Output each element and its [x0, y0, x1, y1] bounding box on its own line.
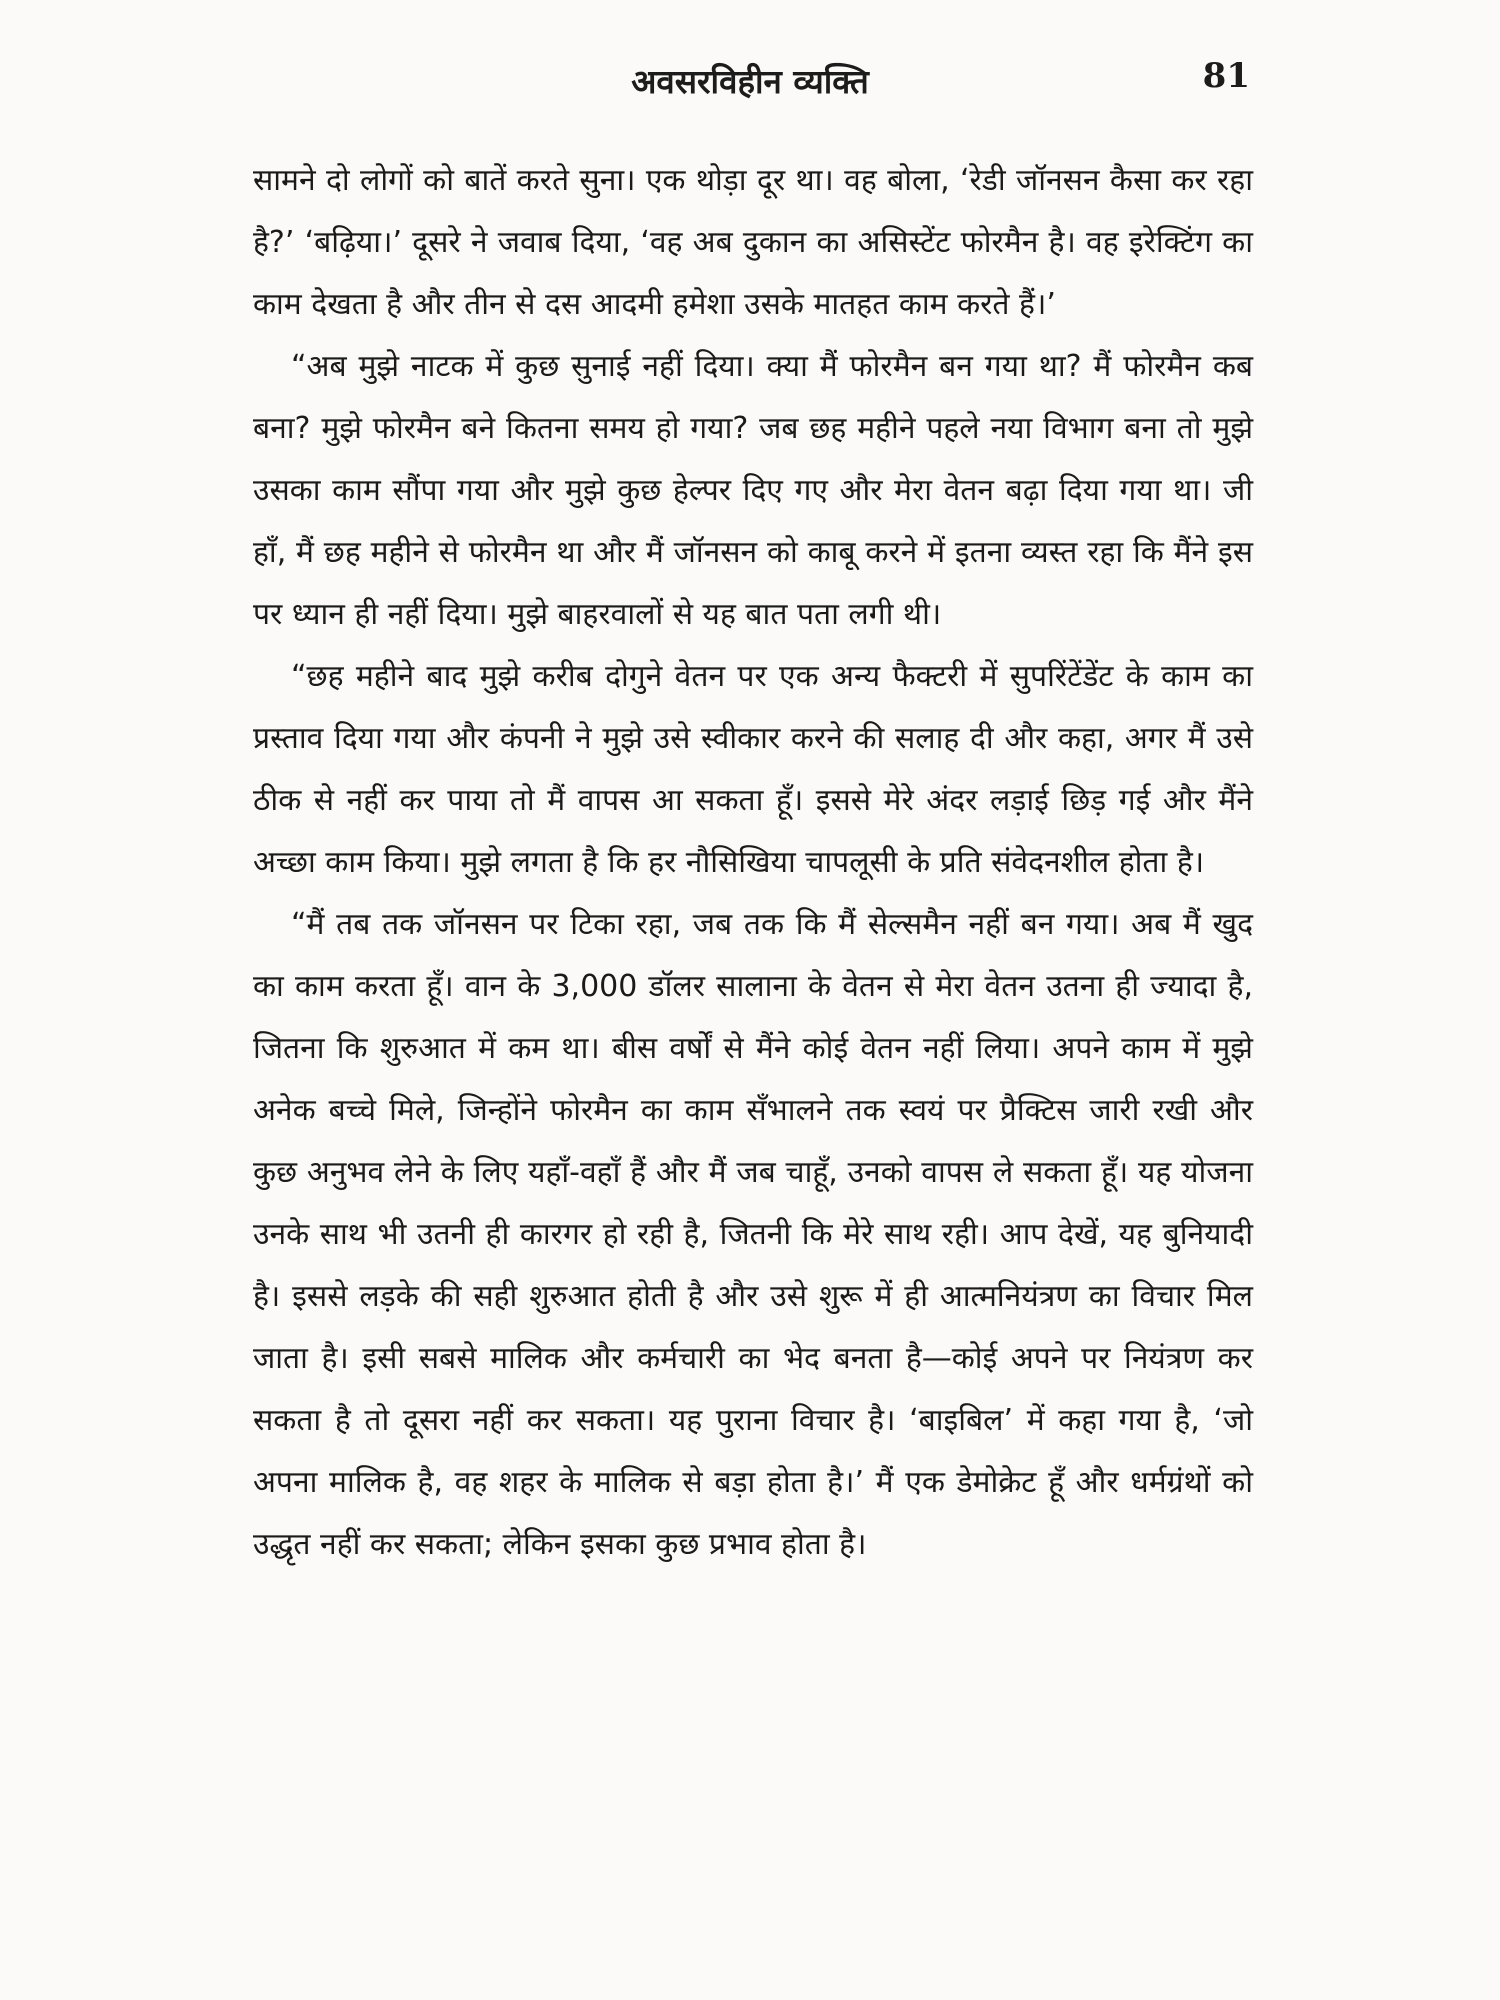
paragraph-4: “मैं तब तक जॉनसन पर टिका रहा, जब तक कि मैं सेल्समैन नहीं बन गया। अब मैं खुद का काम करता हूँ। वान के 3,000 डॉलर सालाना के वेतन से मेरा वेतन उतना ही ज्यादा है, जितना कि शुरुआत में कम था। बीस वर्षों से मैंने कोई वेतन नहीं लिया। अपने काम में मुझे अनेक बच्चे मिले, जिन्होंने फोरमैन का काम सँभालने तक स्वयं पर प्रैक्टिस जारी रखी और कुछ अनुभव लेने के लिए यहाँ-वहाँ हैं और मैं जब चाहूँ, उनको वापस ले सकता हूँ। यह योजना उनके साथ भी उतनी ही कारगर हो रही है, जितनी कि मेरे साथ रही। आप देखें, यह बुनियादी है। इससे लड़के की सही शुरुआत होती है और उसे शुरू में ही आत्मनियंत्रण का विचार मिल जाता है। इसी सबसे मालिक और कर्मचारी का भेद बनता है—कोई अपने पर नियंत्रण कर सकता है तो दूसरा नहीं कर सकता। यह पुराना विचार है। ‘बाइबिल’ में कहा गया है, ‘जो अपना मालिक है, वह शहर के मालिक से बड़ा होता है।’ मैं एक डेमोक्रेट हूँ और धर्मग्रंथों को उद्धृत नहीं कर सकता; लेकिन इसका कुछ प्रभाव होता है।	[253, 907, 1253, 1562]
paragraph-1: सामने दो लोगों को बातें करते सुना। एक थोड़ा दूर था। वह बोला, ‘रेडी जॉनसन कैसा कर रहा है?’ ‘बढ़िया।’ दूसरे ने जवाब दिया, ‘वह अब दुकान का असिस्टेंट फोरमैन है। वह इरेक्टिंग का काम देखता है और तीन से दस आदमी हमेशा उसके मातहत काम करते हैं।’	[253, 163, 1253, 322]
paragraph-3: “छह महीने बाद मुझे करीब दोगुने वेतन पर एक अन्य फैक्टरी में सुपरिंटेंडेंट के काम का प्रस्ताव दिया गया और कंपनी ने मुझे उसे स्वीकार करने की सलाह दी और कहा, अगर मैं उसे ठीक से नहीं कर पाया तो मैं वापस आ सकता हूँ। इससे मेरे अंदर लड़ाई छिड़ गई और मैंने अच्छा काम किया। मुझे लगता है कि हर नौसिखिया चापलूसी के प्रति संवेदनशील होता है।	[253, 659, 1253, 880]
paragraph-2: “अब मुझे नाटक में कुछ सुनाई नहीं दिया। क्या मैं फोरमैन बन गया था? मैं फोरमैन कब बना? मुझे फोरमैन बने कितना समय हो गया? जब छह महीने पहले नया विभाग बना तो मुझे उसका काम सौंपा गया और मुझे कुछ हेल्पर दिए गए और मेरा वेतन बढ़ा दिया गया था। जी हाँ, मैं छह महीने से फोरमैन था और मैं जॉनसन को काबू करने में इतना व्यस्त रहा कि मैंने इस पर ध्यान ही नहीं दिया। मुझे बाहरवालों से यह बात पता लगी थी।	[253, 349, 1253, 632]
page-number: 81	[1202, 56, 1250, 96]
body-text	[253, 150, 1253, 1576]
running-header	[250, 58, 1250, 118]
chapter-title: अवसरविहीन व्यक्ति	[631, 62, 869, 101]
